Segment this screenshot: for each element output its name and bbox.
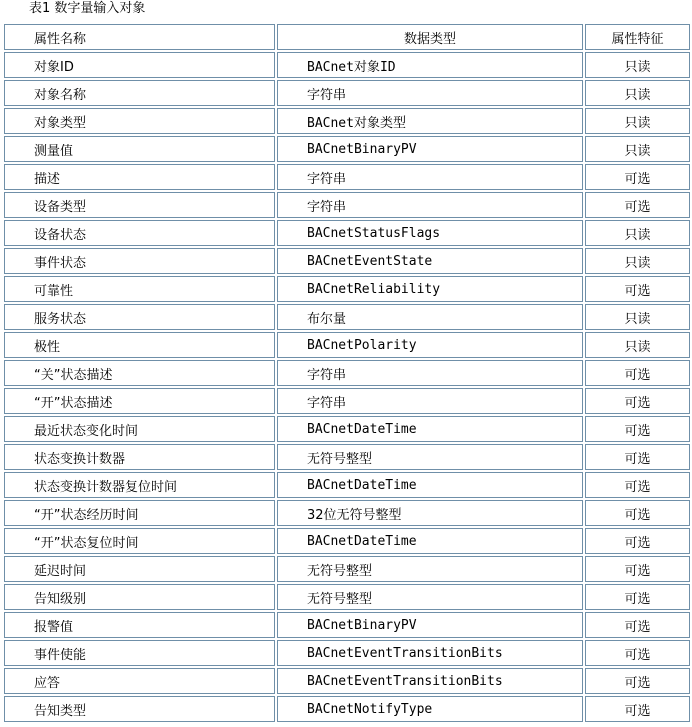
table-row [4,248,690,274]
cell-property-attribute: 只读 [585,80,690,106]
cell-data-type: BACnetBinaryPV [277,136,583,162]
cell-data-type: BACnetReliability [277,276,583,302]
table-caption: 表1 数字量输入对象 [29,1,146,16]
cell-property-name: 可靠性 [4,276,275,302]
cell-property-name: 最近状态变化时间 [4,416,275,442]
cell-property-attribute: 可选 [585,360,690,386]
cell-property-attribute: 可选 [585,192,690,218]
cell-property-attribute: 可选 [585,416,690,442]
cell-data-type: BACnet对象类型 [277,108,583,134]
cell-property-name: 对象类型 [4,108,275,134]
cell-property-name: 状态变换计数器复位时间 [4,472,275,498]
table-row [4,192,690,218]
cell-property-attribute: 只读 [585,332,690,358]
table-row [4,164,690,190]
cell-property-name: 极性 [4,332,275,358]
cell-data-type: 布尔量 [277,304,583,330]
table-row [4,696,690,722]
cell-data-type: BACnetEventTransitionBits [277,640,583,666]
table-row [4,500,690,526]
cell-property-attribute: 只读 [585,52,690,78]
cell-data-type: BACnet对象ID [277,52,583,78]
cell-property-name: 服务状态 [4,304,275,330]
cell-data-type: BACnetNotifyType [277,696,583,722]
cell-data-type: 字符串 [277,164,583,190]
cell-property-name: 延迟时间 [4,556,275,582]
cell-property-name: 报警值 [4,612,275,638]
table-row [4,332,690,358]
cell-property-attribute: 可选 [585,612,690,638]
cell-property-name: “开”状态经历时间 [4,500,275,526]
cell-property-name: 状态变换计数器 [4,444,275,470]
table-row [4,528,690,554]
table-row [4,108,690,134]
cell-data-type: 字符串 [277,80,583,106]
cell-property-name: 应答 [4,668,275,694]
cell-property-name: 测量值 [4,136,275,162]
table-row [4,416,690,442]
table-row [4,276,690,302]
cell-data-type: 无符号整型 [277,584,583,610]
cell-data-type: BACnetDateTime [277,416,583,442]
cell-property-name: 事件使能 [4,640,275,666]
cell-data-type: BACnetEventState [277,248,583,274]
cell-property-attribute: 可选 [585,584,690,610]
table-row [4,556,690,582]
table-row [4,668,690,694]
cell-property-attribute: 可选 [585,668,690,694]
table-header-row [4,24,690,50]
cell-data-type: BACnetDateTime [277,472,583,498]
table-row [4,584,690,610]
cell-property-name: 描述 [4,164,275,190]
cell-data-type: 无符号整型 [277,444,583,470]
cell-property-name: “开”状态描述 [4,388,275,414]
cell-data-type: 字符串 [277,388,583,414]
cell-property-attribute: 可选 [585,164,690,190]
cell-property-name: 对象名称 [4,80,275,106]
properties-table [2,22,692,724]
cell-data-type: BACnetBinaryPV [277,612,583,638]
cell-data-type: BACnetDateTime [277,528,583,554]
table-row [4,80,690,106]
cell-property-name: 告知级别 [4,584,275,610]
table-row [4,444,690,470]
cell-property-name: 事件状态 [4,248,275,274]
cell-property-attribute: 可选 [585,528,690,554]
cell-property-attribute: 只读 [585,136,690,162]
header-data-type: 数据类型 [277,24,583,50]
cell-property-name: 对象ID [4,52,275,78]
table-row [4,136,690,162]
cell-property-attribute: 可选 [585,500,690,526]
cell-property-attribute: 可选 [585,556,690,582]
table-row [4,304,690,330]
cell-data-type: 字符串 [277,360,583,386]
cell-property-attribute: 可选 [585,388,690,414]
cell-property-name: 设备状态 [4,220,275,246]
cell-property-attribute: 只读 [585,108,690,134]
cell-property-attribute: 可选 [585,472,690,498]
cell-data-type: BACnetEventTransitionBits [277,668,583,694]
cell-property-attribute: 可选 [585,276,690,302]
table-row [4,612,690,638]
cell-data-type: 32位无符号整型 [277,500,583,526]
cell-data-type: BACnetPolarity [277,332,583,358]
table-row [4,360,690,386]
cell-data-type: 字符串 [277,192,583,218]
table-row [4,640,690,666]
cell-property-name: 设备类型 [4,192,275,218]
cell-property-attribute: 只读 [585,248,690,274]
cell-data-type: BACnetStatusFlags [277,220,583,246]
cell-property-name: 告知类型 [4,696,275,722]
cell-property-attribute: 可选 [585,640,690,666]
table-row [4,472,690,498]
table-row [4,388,690,414]
cell-property-name: “关”状态描述 [4,360,275,386]
cell-data-type: 无符号整型 [277,556,583,582]
header-property-attribute: 属性特征 [585,24,690,50]
cell-property-attribute: 可选 [585,444,690,470]
cell-property-attribute: 只读 [585,304,690,330]
cell-property-name: “开”状态复位时间 [4,528,275,554]
header-property-name: 属性名称 [4,24,275,50]
table-row [4,220,690,246]
cell-property-attribute: 只读 [585,220,690,246]
cell-property-attribute: 可选 [585,696,690,722]
table-row [4,52,690,78]
